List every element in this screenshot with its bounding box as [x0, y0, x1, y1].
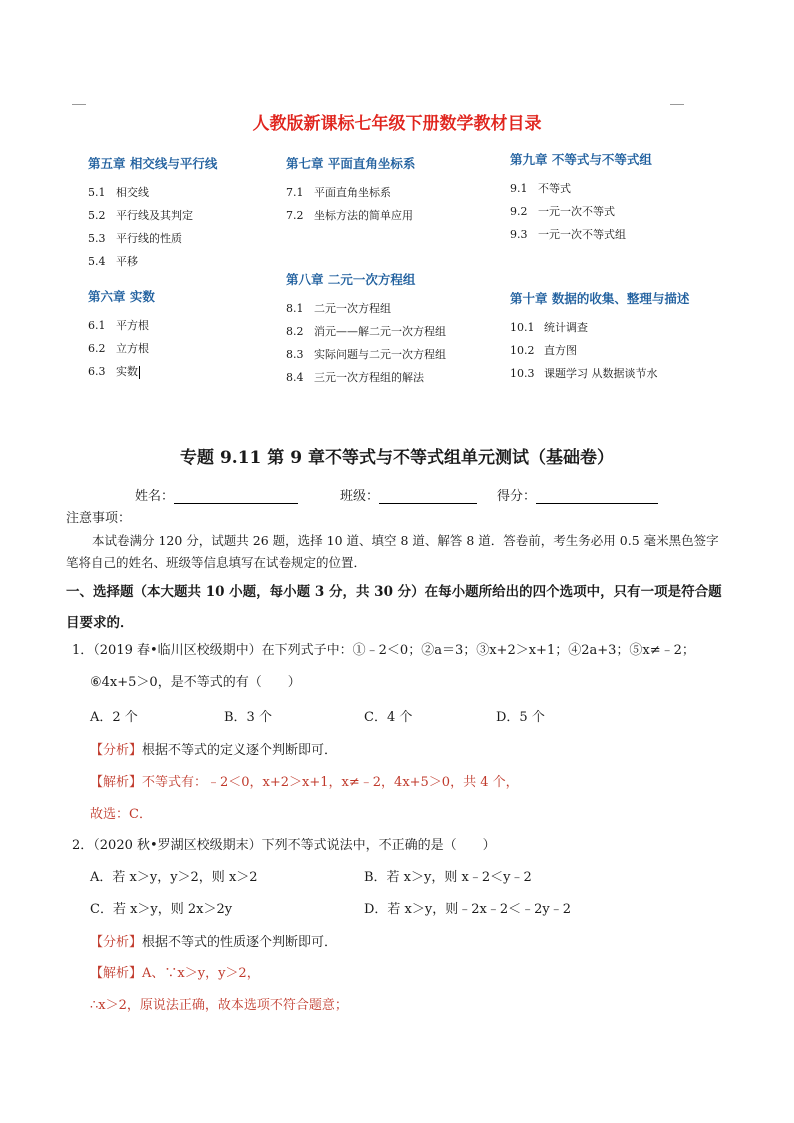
toc-section: 10.3 课题学习 从数据谈节水: [510, 367, 658, 380]
test-title: 专题 9.11 第 9 章不等式与不等式组单元测试（基础卷）: [180, 448, 614, 468]
question-1-solution: 【解析】不等式有：﹣2＜0，x+2＞x+1，x≠﹣2，4x+5＞0，共 4 个，: [90, 775, 519, 790]
question-2-stem: 2．（2020 秋•罗湖区校级期末）下列不等式说法中，不正确的是（ ）: [72, 838, 496, 853]
question-2-solution: 【解析】A、∵x＞y，y＞2，: [90, 966, 260, 981]
student-info: [135, 485, 298, 504]
chapter-9-heading: 第九章 不等式与不等式组: [510, 152, 652, 167]
toc-section: 6.2 立方根: [88, 342, 149, 355]
chapter-5-heading: 第五章 相交线与平行线: [88, 156, 218, 171]
toc-section: 9.2 一元一次不等式: [510, 205, 615, 218]
question-1-option-d[interactable]: D．5 个: [496, 710, 545, 725]
question-2-option-b[interactable]: B．若 x＞y，则 x﹣2＜y﹣2: [364, 870, 532, 885]
toc-section: 8.3 实际问题与二元一次方程组: [286, 348, 446, 361]
notes-body: 本试卷满分 120 分，试题共 26 题，选择 10 道、填空 8 道、解答 8 道．答卷前，考生务必用 0.5 毫米黑色签字笔将自己的姓名、班级等信息填写在试卷规定的位置．: [66, 533, 719, 570]
toc-section: 8.1 二元一次方程组: [286, 302, 391, 315]
toc-section: 7.1 平面直角坐标系: [286, 186, 391, 199]
toc-section: 7.2 坐标方法的简单应用: [286, 209, 413, 222]
question-1-stem: 1．（2019 春•临川区校级期中）在下列式子中：①﹣2＜0；②a＝3；③x+2＞x+1；④2a+3；⑤x≠﹣2；: [72, 643, 695, 658]
score-label: 得分：: [497, 489, 537, 504]
toc-section: 5.1 相交线: [88, 186, 149, 199]
name-field[interactable]: [174, 489, 298, 504]
question-1-option-c[interactable]: C．4 个: [364, 710, 413, 725]
question-2-option-a[interactable]: A．若 x＞y，y＞2，则 x＞2: [90, 870, 258, 885]
score-field[interactable]: [536, 489, 658, 504]
toc-column-3: [510, 150, 689, 388]
question-1-analysis: 【分析】根据不等式的定义逐个判断即可．: [90, 743, 338, 758]
question-2-solution-cont: ∴x＞2，原说法正确，故本选项不符合题意；: [90, 998, 348, 1013]
toc-title: 人教版新课标七年级下册数学教材目录: [252, 114, 542, 134]
chapter-6-heading: 第六章 实数: [88, 289, 155, 304]
toc-column-2: [286, 154, 446, 392]
toc-section: 6.1 平方根: [88, 319, 149, 332]
toc-section: 10.1 统计调查: [510, 321, 588, 334]
corner-mark-left: [72, 104, 86, 105]
chapter-10-heading: 第十章 数据的收集、整理与描述: [510, 291, 690, 306]
class-info: [340, 485, 477, 504]
text-cursor: [139, 366, 140, 379]
section-1-heading: 一、选择题（本大题共 10 小题，每小题 3 分，共 30 分）在每小题所给出的四个选项中，只有一项是符合题目要求的．: [66, 584, 722, 631]
toc-section: 5.2 平行线及其判定: [88, 209, 193, 222]
toc-section: 8.2 消元——解二元一次方程组: [286, 325, 446, 338]
toc-column-1: [88, 154, 217, 386]
question-1-answer: 故选：C．: [90, 807, 152, 822]
toc-section: 9.1 不等式: [510, 182, 571, 195]
class-label: 班级：: [340, 489, 380, 504]
toc-section: 10.2 直方图: [510, 344, 577, 357]
notes-heading: 注意事项：: [66, 511, 132, 526]
chapter-7-heading: 第七章 平面直角坐标系: [286, 156, 416, 171]
question-2-analysis: 【分析】根据不等式的性质逐个判断即可．: [90, 935, 338, 950]
toc-section: 8.4 三元一次方程组的解法: [286, 371, 424, 384]
question-1-option-b[interactable]: B．3 个: [224, 710, 272, 725]
score-info: [497, 485, 658, 504]
question-1-stem-cont: ⑥4x+5＞0，是不等式的有（ ）: [90, 675, 301, 690]
class-field[interactable]: [379, 489, 477, 504]
name-label: 姓名：: [135, 489, 175, 504]
toc-section: 6.3 实数: [88, 365, 138, 378]
question-2-option-d[interactable]: D．若 x＞y，则﹣2x﹣2＜﹣2y﹣2: [364, 902, 571, 917]
question-1-option-a[interactable]: A．2 个: [90, 710, 138, 725]
question-2-option-c[interactable]: C．若 x＞y，则 2x＞2y: [90, 902, 233, 917]
corner-mark-right: [670, 104, 684, 105]
chapter-8-heading: 第八章 二元一次方程组: [286, 272, 416, 287]
toc-section: 9.3 一元一次不等式组: [510, 228, 626, 241]
toc-section: 5.3 平行线的性质: [88, 232, 182, 245]
toc-section: 5.4 平移: [88, 255, 138, 268]
